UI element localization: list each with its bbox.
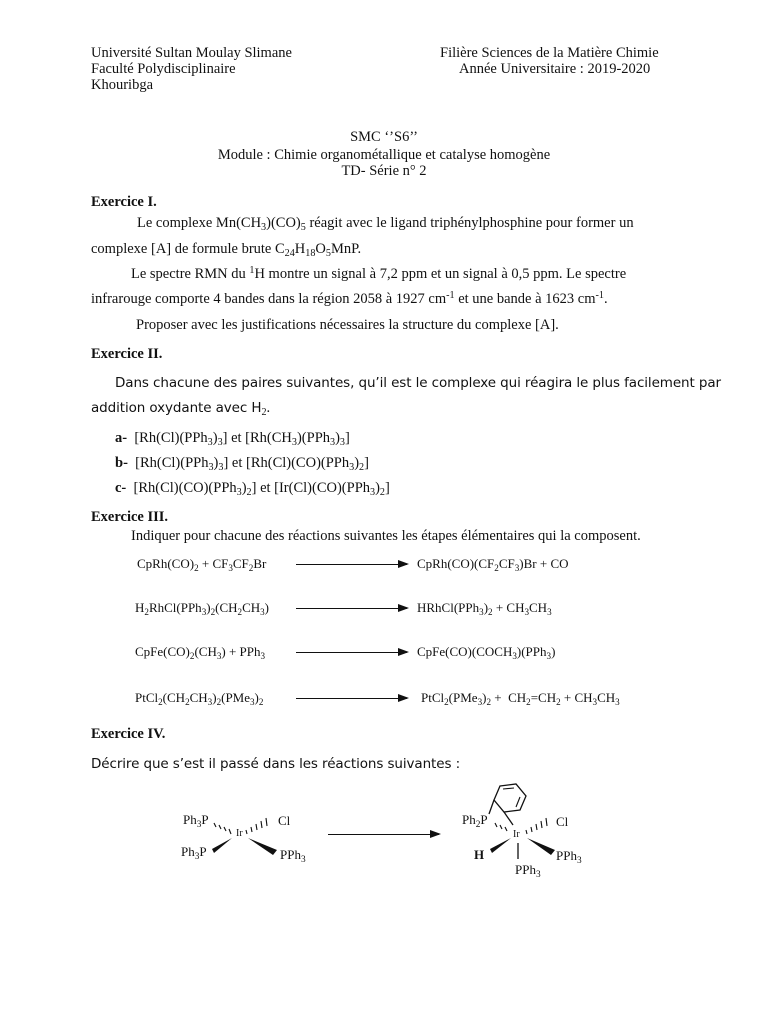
ex1-line1: Le complexe $Mn(CH_3)(CO)_5$ réagit avec le ligand triphénylphosphine pour former un	[137, 215, 634, 233]
reactant-ph3p-bottom: $Ph_3P$	[181, 844, 207, 862]
reaction2-right: $HRhCl(PPh_3)_2 + CH_3CH_3$	[417, 600, 552, 617]
benzene-double-bond-1	[503, 788, 514, 789]
academic-year: Année Universitaire : 2019-2020	[459, 61, 651, 77]
module-title: Module : Chimie organométallique et catalyse homogène	[217, 147, 551, 163]
reaction2-left: $H_2RhCl(PPh_3)_2(CH_2CH_3)$	[135, 600, 270, 617]
product-h: H	[474, 847, 485, 862]
ex3-intro: Indiquer pour chacune des réactions suivantes les étapes élémentaires qui la composent.	[131, 528, 641, 544]
ex1-title: Exercice I.	[91, 194, 157, 210]
ring-p-bond	[489, 800, 494, 814]
product-wedge-h	[490, 838, 511, 853]
reaction4-left: $PtCl_2(CH_2CH_3)_2(PMe_3)_2$	[135, 690, 264, 707]
reaction4-right: $PtCl_2(PMe_3)_2 + CH_2=CH_2 + CH_3CH_3$	[421, 690, 620, 707]
course-code: SMC ‘’S6’’	[350, 129, 418, 145]
reaction1-left: $CpRh(CO)_2 + CF_3CF_2Br$	[137, 556, 267, 573]
reaction3-right: $CpFe(CO)(COCH_3)(PPh_3)$	[417, 644, 556, 661]
faculty-name: Faculté Polydisciplinaire	[91, 61, 236, 77]
ex1-line2: complexe [A] de formule brute $C_{24}H_{18}O_5MnP$.	[91, 241, 362, 259]
product-hashed-bond-right	[526, 818, 547, 834]
university-name: Université Sultan Moulay Slimane	[91, 45, 292, 61]
benzene-double-bond-2	[516, 797, 520, 807]
ex2-intro-line2: addition oxydante avec $H_2$.	[91, 400, 271, 418]
reactant-pph3: PPh$_3$	[280, 847, 306, 865]
city-name: Khouribga	[91, 77, 154, 93]
ex2-intro-line1: Dans chacune des paires suivantes, qu’il est le complexe qui réagira le plus facilement par	[115, 375, 721, 391]
product-ir: Ir	[513, 829, 520, 840]
reaction1-right: $CpRh(CO)(CF_2CF_3)Br$ + CO	[417, 556, 569, 573]
reaction3-left: $CpFe(CO)_2(CH_3) + PPh_3$	[135, 644, 266, 661]
product-pph3-bottom: PPh$_3$	[515, 862, 541, 880]
ex4-title: Exercice IV.	[91, 726, 166, 742]
program-name: Filière Sciences de la Matière Chimie	[440, 45, 659, 61]
product-hashed-bond-left	[495, 823, 507, 831]
ex1-ir-line: infrarouge comporte 4 bandes dans la région 2058 à 1927 $cm^{-1}$ et une bande à 1623 $cm^{-1}$.	[91, 290, 608, 307]
ex2-item-c-text: $[Rh(Cl)(CO)(PPh_3)_2]$ et $[Ir(Cl)(CO)(PPh_3)_2]$	[133, 480, 390, 498]
product-pph3-right: PPh$_3$	[556, 848, 582, 866]
product-ph2p: $Ph_2P$	[462, 812, 488, 830]
ex2-item-a-text: $[Rh(Cl)(PPh_3)_3]$ et $[Rh(CH_3)(PPh_3)_3]$	[134, 430, 350, 448]
reactant-cl: Cl	[278, 813, 291, 828]
ex1-rmn-line: Le spectre RMN du $^1$H montre un signal à 7,2 ppm et un signal à 0,5 ppm. Le spectre	[131, 265, 627, 282]
ex2-item-b: b- $[Rh(Cl)(PPh_3)_3]$ et $[Rh(Cl)(CO)(PPh_3)_2]$	[115, 455, 369, 473]
product-cl: Cl	[556, 814, 569, 829]
ex3-title: Exercice III.	[91, 509, 169, 525]
product-wedge-pph3	[527, 838, 555, 855]
ring-ir-bond	[504, 812, 513, 825]
series-title: TD- Série n° 2	[341, 163, 427, 179]
ex2-title: Exercice II.	[91, 346, 163, 362]
ex4-intro: Décrire que s’est il passé dans les réactions suivantes :	[91, 756, 461, 772]
ex2-item-c: c- $[Rh(Cl)(CO)(PPh_3)_2]$ et $[Ir(Cl)(CO)(PPh_3)_2]$	[115, 480, 390, 498]
ex1-proposer: Proposer avec les justifications nécessaires la structure du complexe [A].	[136, 317, 559, 333]
reactant-ph3p-top: $Ph_3P$	[183, 812, 209, 830]
ex2-item-b-text: $[Rh(Cl)(PPh_3)_3]$ et $[Rh(Cl)(CO)(PPh_3)_2]$	[135, 455, 369, 473]
ex2-item-a: a- $[Rh(Cl)(PPh_3)_3]$ et $[Rh(CH_3)(PPh_3)_3]$	[115, 430, 350, 448]
reactant-ir: Ir	[236, 828, 243, 839]
